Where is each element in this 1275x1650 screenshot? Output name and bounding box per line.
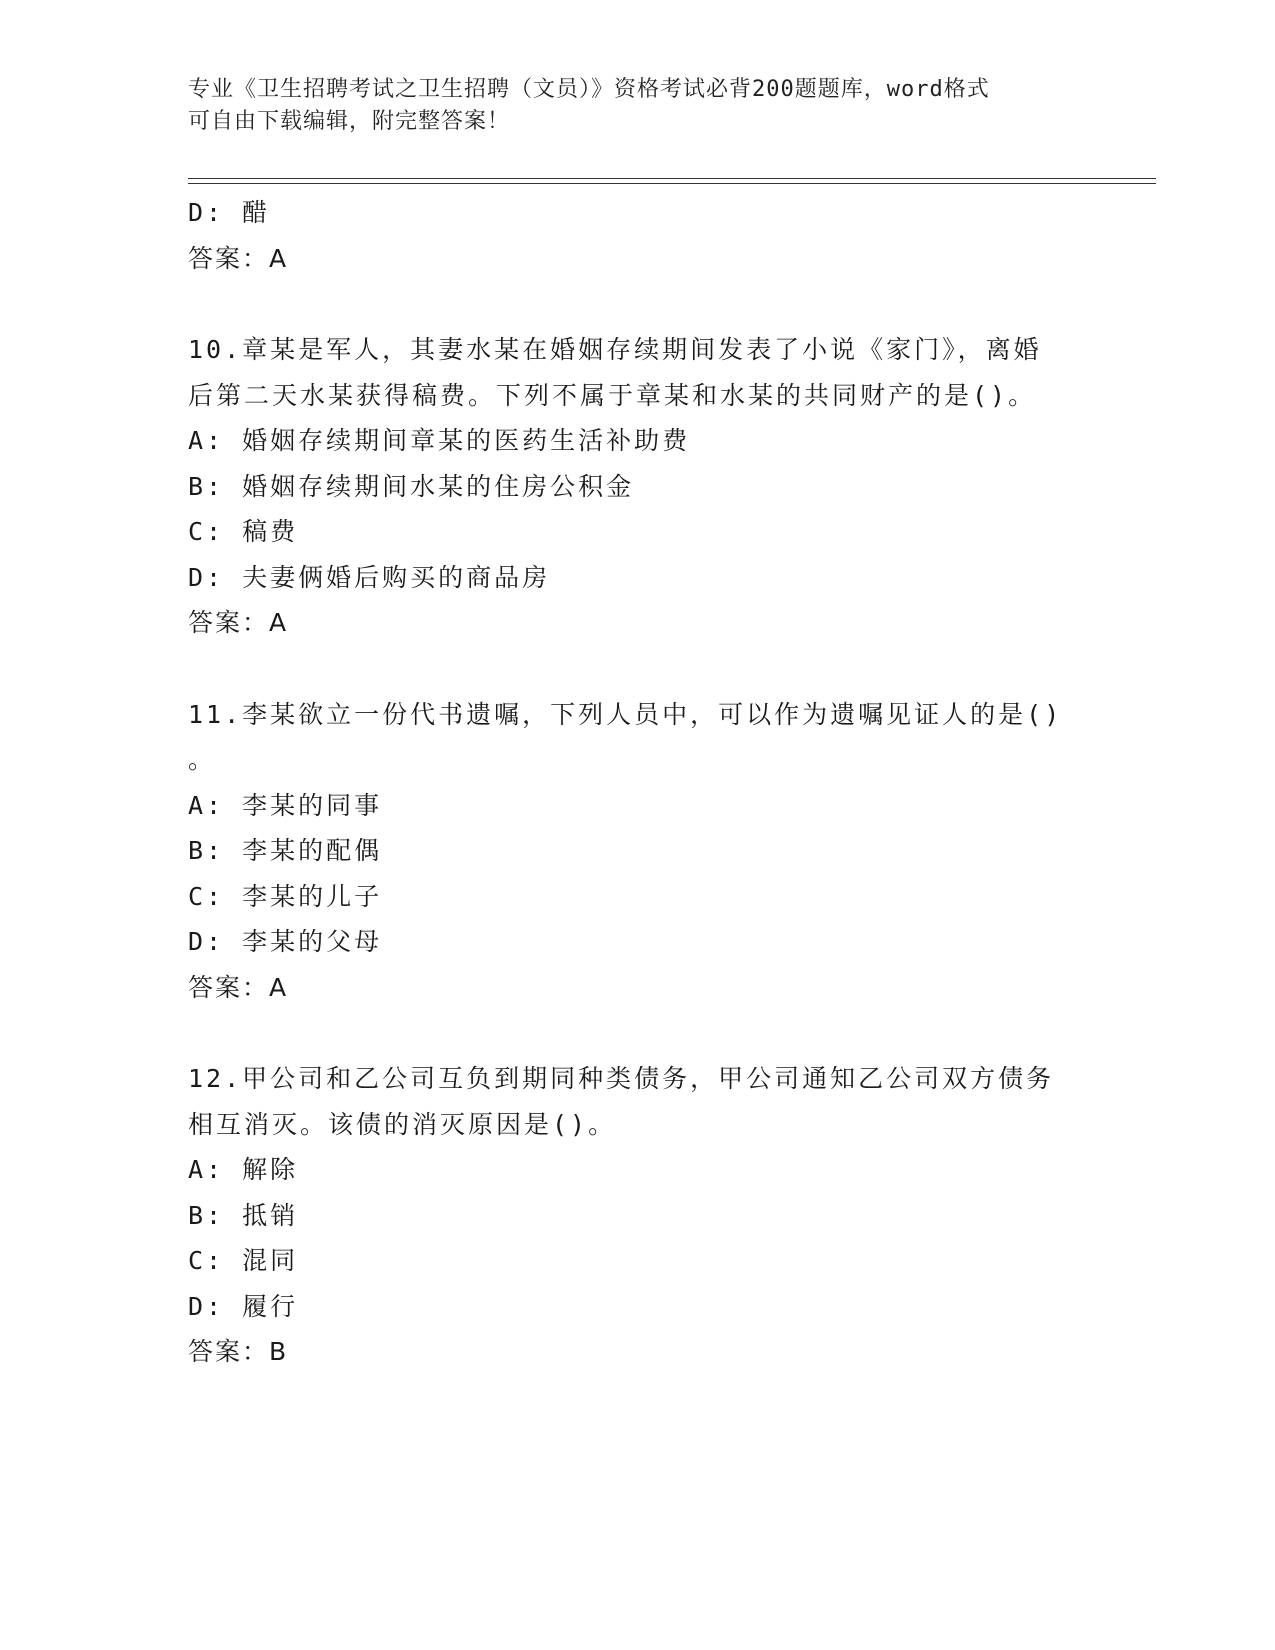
question-text-line: 相互消灭。该债的消灭原因是()。 [188, 1109, 617, 1139]
spacer [188, 1010, 1088, 1056]
document-header [188, 74, 1088, 138]
spacer [188, 646, 1088, 692]
option-b: B: 抵销 [188, 1200, 299, 1230]
question-text-line: 12.甲公司和乙公司互负到期同种类债务，甲公司通知乙公司双方债务 [188, 1064, 1055, 1093]
question-text-line: 后第二天水某获得稿费。下列不属于章某和水某的共同财产的是()。 [188, 380, 1037, 410]
question-12 [188, 1056, 1088, 1375]
option-c: C: 稿费 [188, 517, 299, 546]
option-a: A: 解除 [188, 1155, 299, 1184]
question-10 [188, 327, 1088, 646]
answer-line: 答案：A [188, 972, 289, 1002]
answer-line: 答案：A [188, 608, 289, 637]
answer-line: 答案：B [188, 1337, 289, 1366]
header-divider-bottom [188, 183, 1156, 184]
header-divider-top [188, 178, 1156, 179]
answer-line: 答案：A [188, 243, 289, 273]
document-body [188, 190, 1088, 1375]
question-text-line: 。 [188, 745, 217, 774]
option-d: D: 夫妻俩婚后购买的商品房 [188, 562, 551, 592]
option-b: B: 李某的配偶 [188, 836, 383, 865]
option-d: D: 履行 [188, 1291, 299, 1321]
question-text-line: 11.李某欲立一份代书遗嘱，下列人员中，可以作为遗嘱见证人的是() [188, 699, 1063, 729]
question-11 [188, 692, 1088, 1011]
question-text-line: 10.章某是军人，其妻水某在婚姻存续期间发表了小说《家门》，离婚 [188, 335, 1042, 364]
previous-question-tail [188, 190, 1088, 281]
option-a: A: 婚姻存续期间章某的医药生活补助费 [188, 426, 691, 455]
option-d: D: 李某的父母 [188, 927, 383, 956]
spacer [188, 281, 1088, 327]
option-a: A: 李某的同事 [188, 790, 383, 820]
option-c: C: 混同 [188, 1246, 299, 1275]
option-c: C: 李某的儿子 [188, 881, 383, 911]
option-b: B: 婚姻存续期间水某的住房公积金 [188, 471, 635, 501]
header-line-1: 专业《卫生招聘考试之卫生招聘（文员）》资格考试必背200题题库，word格式 [188, 77, 990, 102]
option-d: D: 醋 [188, 198, 271, 227]
header-line-2: 可自由下载编辑，附完整答案！ [188, 109, 511, 134]
